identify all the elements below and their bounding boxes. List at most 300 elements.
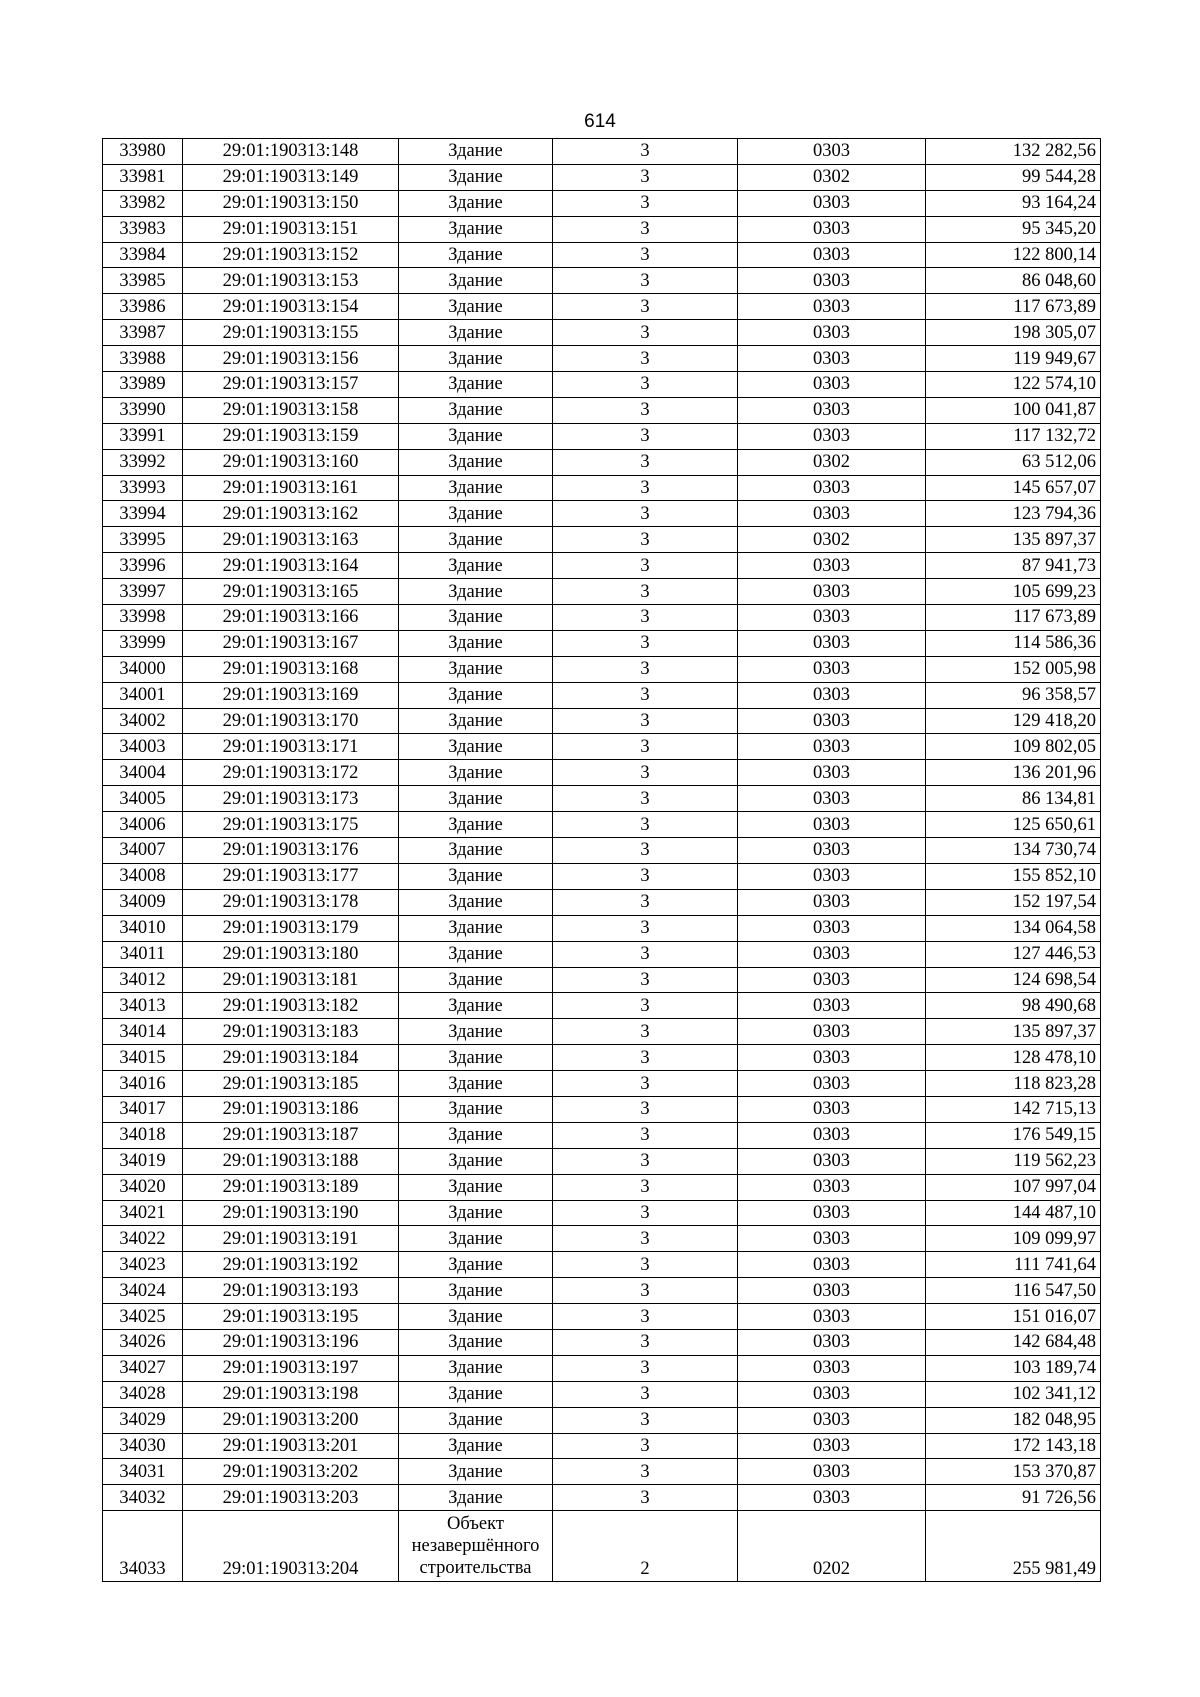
object-type-cell: Здание	[399, 1071, 553, 1097]
row-number-cell: 34013	[103, 993, 183, 1019]
row-number-cell: 34020	[103, 1174, 183, 1200]
object-type-line: незавершённого	[411, 1536, 540, 1557]
group-cell: 3	[553, 1459, 738, 1485]
registry-table-body	[103, 139, 1101, 1582]
group-cell: 3	[553, 501, 738, 527]
object-type-cell: Здание	[399, 786, 553, 812]
table-row	[103, 682, 1101, 708]
code-cell: 0303	[738, 1200, 926, 1226]
row-number-cell: 34021	[103, 1200, 183, 1226]
group-cell: 3	[553, 1407, 738, 1433]
value-cell: 153 370,87	[926, 1459, 1101, 1485]
cadastral-number-cell: 29:01:190313:179	[183, 915, 399, 941]
code-cell: 0303	[738, 1148, 926, 1174]
value-cell: 109 802,05	[926, 734, 1101, 760]
cadastral-number-cell: 29:01:190313:157	[183, 372, 399, 398]
cadastral-number-cell: 29:01:190313:193	[183, 1278, 399, 1304]
table-row	[103, 1174, 1101, 1200]
value-cell: 116 547,50	[926, 1278, 1101, 1304]
row-number-cell: 34014	[103, 1019, 183, 1045]
cadastral-number-cell: 29:01:190313:197	[183, 1355, 399, 1381]
cadastral-number-cell: 29:01:190313:150	[183, 190, 399, 216]
object-type-cell: Здание	[399, 708, 553, 734]
value-cell: 132 282,56	[926, 139, 1101, 165]
table-row	[103, 941, 1101, 967]
object-type-cell: Здание	[399, 164, 553, 190]
table-row	[103, 1148, 1101, 1174]
row-number-cell: 33986	[103, 294, 183, 320]
code-cell: 0303	[738, 372, 926, 398]
object-type-cell: Здание	[399, 967, 553, 993]
group-cell: 3	[553, 993, 738, 1019]
table-row	[103, 1459, 1101, 1485]
cadastral-number-cell: 29:01:190313:170	[183, 708, 399, 734]
group-cell: 3	[553, 423, 738, 449]
row-number-cell: 34005	[103, 786, 183, 812]
group-cell: 3	[553, 1485, 738, 1511]
group-cell: 3	[553, 967, 738, 993]
cadastral-number-cell: 29:01:190313:195	[183, 1304, 399, 1330]
cadastral-number-cell: 29:01:190313:176	[183, 838, 399, 864]
cadastral-number-cell: 29:01:190313:189	[183, 1174, 399, 1200]
code-cell: 0303	[738, 786, 926, 812]
object-type-cell: Здание	[399, 1278, 553, 1304]
object-type-line: Объект	[447, 1514, 504, 1535]
group-cell: 3	[553, 708, 738, 734]
object-type-cell: Здание	[399, 630, 553, 656]
table-row	[103, 164, 1101, 190]
code-cell: 0303	[738, 294, 926, 320]
group-cell: 3	[553, 889, 738, 915]
code-cell: 0303	[738, 1045, 926, 1071]
cadastral-number-cell: 29:01:190313:188	[183, 1148, 399, 1174]
object-type-cell: Здание	[399, 1355, 553, 1381]
cadastral-number-cell: 29:01:190313:191	[183, 1226, 399, 1252]
group-cell: 3	[553, 553, 738, 579]
table-row	[103, 1407, 1101, 1433]
value-cell: 63 512,06	[926, 449, 1101, 475]
value-cell: 198 305,07	[926, 320, 1101, 346]
group-cell: 3	[553, 1174, 738, 1200]
row-number-cell: 33991	[103, 423, 183, 449]
row-number-cell: 34002	[103, 708, 183, 734]
object-type-line: строительства	[419, 1558, 532, 1579]
cadastral-number-cell: 29:01:190313:158	[183, 397, 399, 423]
object-type-cell: Здание	[399, 346, 553, 372]
cadastral-number-cell: 29:01:190313:152	[183, 242, 399, 268]
group-cell: 3	[553, 527, 738, 553]
code-cell: 0303	[738, 475, 926, 501]
value-cell: 134 730,74	[926, 838, 1101, 864]
code-cell: 0303	[738, 346, 926, 372]
value-cell: 119 562,23	[926, 1148, 1101, 1174]
row-number-cell: 34024	[103, 1278, 183, 1304]
object-type-cell: Здание	[399, 1252, 553, 1278]
cadastral-number-cell: 29:01:190313:162	[183, 501, 399, 527]
row-number-cell: 33997	[103, 579, 183, 605]
code-cell: 0303	[738, 1407, 926, 1433]
group-cell: 3	[553, 1096, 738, 1122]
code-cell: 0303	[738, 993, 926, 1019]
row-number-cell: 34025	[103, 1304, 183, 1330]
table-row	[103, 812, 1101, 838]
cadastral-number-cell: 29:01:190313:200	[183, 1407, 399, 1433]
code-cell: 0303	[738, 760, 926, 786]
value-cell: 128 478,10	[926, 1045, 1101, 1071]
value-cell: 91 726,56	[926, 1485, 1101, 1511]
value-cell: 96 358,57	[926, 682, 1101, 708]
group-cell: 3	[553, 294, 738, 320]
row-number-cell: 34006	[103, 812, 183, 838]
table-row	[103, 1122, 1101, 1148]
value-cell: 155 852,10	[926, 863, 1101, 889]
cadastral-number-cell: 29:01:190313:192	[183, 1252, 399, 1278]
cadastral-number-cell: 29:01:190313:196	[183, 1329, 399, 1355]
code-cell: 0303	[738, 501, 926, 527]
group-cell: 3	[553, 216, 738, 242]
value-cell: 109 099,97	[926, 1226, 1101, 1252]
row-number-cell: 33982	[103, 190, 183, 216]
code-cell: 0303	[738, 605, 926, 631]
code-cell: 0303	[738, 1355, 926, 1381]
row-number-cell: 33992	[103, 449, 183, 475]
code-cell: 0303	[738, 708, 926, 734]
value-cell: 86 048,60	[926, 268, 1101, 294]
row-number-cell: 34016	[103, 1071, 183, 1097]
table-row	[103, 449, 1101, 475]
code-cell: 0303	[738, 216, 926, 242]
row-number-cell: 33993	[103, 475, 183, 501]
table-row	[103, 190, 1101, 216]
object-type-cell: Здание	[399, 216, 553, 242]
table-row	[103, 656, 1101, 682]
table-row	[103, 734, 1101, 760]
group-cell: 3	[553, 1252, 738, 1278]
table-row	[103, 1355, 1101, 1381]
group-cell: 3	[553, 863, 738, 889]
cadastral-number-cell: 29:01:190313:153	[183, 268, 399, 294]
code-cell: 0303	[738, 1096, 926, 1122]
code-cell: 0302	[738, 527, 926, 553]
object-type-cell: Здание	[399, 863, 553, 889]
row-number-cell: 34031	[103, 1459, 183, 1485]
value-cell: 107 997,04	[926, 1174, 1101, 1200]
value-cell: 95 345,20	[926, 216, 1101, 242]
object-type-cell: Здание	[399, 1485, 553, 1511]
value-cell: 145 657,07	[926, 475, 1101, 501]
value-cell: 118 823,28	[926, 1071, 1101, 1097]
object-type-cell: Здание	[399, 656, 553, 682]
row-number-cell: 34011	[103, 941, 183, 967]
row-number-cell: 33999	[103, 630, 183, 656]
group-cell: 3	[553, 630, 738, 656]
value-cell: 93 164,24	[926, 190, 1101, 216]
table-row	[103, 1200, 1101, 1226]
cadastral-number-cell: 29:01:190313:155	[183, 320, 399, 346]
cadastral-number-cell: 29:01:190313:203	[183, 1485, 399, 1511]
table-row	[103, 579, 1101, 605]
row-number-cell: 33988	[103, 346, 183, 372]
group-cell: 3	[553, 449, 738, 475]
object-type-cell: Здание	[399, 475, 553, 501]
code-cell: 0303	[738, 1304, 926, 1330]
group-cell: 3	[553, 1148, 738, 1174]
row-number-cell: 34004	[103, 760, 183, 786]
table-row	[103, 915, 1101, 941]
group-cell: 3	[553, 656, 738, 682]
value-cell: 144 487,10	[926, 1200, 1101, 1226]
table-row	[103, 1278, 1101, 1304]
value-cell: 142 715,13	[926, 1096, 1101, 1122]
row-number-cell: 34029	[103, 1407, 183, 1433]
cadastral-number-cell: 29:01:190313:159	[183, 423, 399, 449]
row-number-cell: 34022	[103, 1226, 183, 1252]
code-cell: 0303	[738, 1485, 926, 1511]
code-cell: 0303	[738, 1459, 926, 1485]
row-number-cell: 34019	[103, 1148, 183, 1174]
table-row	[103, 1226, 1101, 1252]
cadastral-number-cell: 29:01:190313:184	[183, 1045, 399, 1071]
row-number-cell: 33995	[103, 527, 183, 553]
object-type-cell: Здание	[399, 579, 553, 605]
cadastral-number-cell: 29:01:190313:183	[183, 1019, 399, 1045]
cadastral-number-cell: 29:01:190313:165	[183, 579, 399, 605]
object-type-cell: Здание	[399, 320, 553, 346]
code-cell: 0303	[738, 889, 926, 915]
row-number-cell: 33983	[103, 216, 183, 242]
code-cell: 0303	[738, 1122, 926, 1148]
value-cell: 117 673,89	[926, 294, 1101, 320]
group-cell: 3	[553, 1122, 738, 1148]
group-cell: 3	[553, 346, 738, 372]
table-row	[103, 630, 1101, 656]
value-cell: 152 197,54	[926, 889, 1101, 915]
object-type-cell: Здание	[399, 1226, 553, 1252]
object-type-cell: Здание	[399, 941, 553, 967]
group-cell: 3	[553, 786, 738, 812]
code-cell: 0303	[738, 630, 926, 656]
row-number-cell: 34033	[103, 1511, 183, 1582]
object-type-cell: Здание	[399, 734, 553, 760]
value-cell: 123 794,36	[926, 501, 1101, 527]
row-number-cell: 34007	[103, 838, 183, 864]
table-row	[103, 1019, 1101, 1045]
code-cell: 0303	[738, 812, 926, 838]
group-cell: 3	[553, 1226, 738, 1252]
value-cell: 119 949,67	[926, 346, 1101, 372]
object-type-cell: Здание	[399, 605, 553, 631]
group-cell: 2	[553, 1511, 738, 1582]
table-row	[103, 372, 1101, 398]
object-type-cell: Здание	[399, 1045, 553, 1071]
value-cell: 100 041,87	[926, 397, 1101, 423]
object-type-cell: Здание	[399, 139, 553, 165]
row-number-cell: 33985	[103, 268, 183, 294]
cadastral-number-cell: 29:01:190313:161	[183, 475, 399, 501]
row-number-cell: 33989	[103, 372, 183, 398]
table-row	[103, 294, 1101, 320]
group-cell: 3	[553, 941, 738, 967]
object-type-cell: Здание	[399, 1122, 553, 1148]
value-cell: 152 005,98	[926, 656, 1101, 682]
object-type-cell: Здание	[399, 1200, 553, 1226]
row-number-cell: 34030	[103, 1433, 183, 1459]
value-cell: 122 800,14	[926, 242, 1101, 268]
value-cell: 255 981,49	[926, 1511, 1101, 1582]
group-cell: 3	[553, 190, 738, 216]
row-number-cell: 34023	[103, 1252, 183, 1278]
table-row	[103, 1329, 1101, 1355]
object-type-cell: Здание	[399, 294, 553, 320]
cadastral-number-cell: 29:01:190313:171	[183, 734, 399, 760]
row-number-cell: 34017	[103, 1096, 183, 1122]
table-row	[103, 1433, 1101, 1459]
table-row	[103, 605, 1101, 631]
cadastral-number-cell: 29:01:190313:168	[183, 656, 399, 682]
value-cell: 99 544,28	[926, 164, 1101, 190]
group-cell: 3	[553, 1278, 738, 1304]
code-cell: 0303	[738, 397, 926, 423]
object-type-cell: Здание	[399, 449, 553, 475]
code-cell: 0303	[738, 579, 926, 605]
row-number-cell: 34001	[103, 682, 183, 708]
cadastral-number-cell: 29:01:190313:182	[183, 993, 399, 1019]
table-row	[103, 1485, 1101, 1511]
code-cell: 0303	[738, 1329, 926, 1355]
value-cell: 102 341,12	[926, 1381, 1101, 1407]
group-cell: 3	[553, 397, 738, 423]
table-row	[103, 423, 1101, 449]
value-cell: 136 201,96	[926, 760, 1101, 786]
code-cell: 0303	[738, 967, 926, 993]
group-cell: 3	[553, 915, 738, 941]
group-cell: 3	[553, 1304, 738, 1330]
table-row	[103, 320, 1101, 346]
cadastral-number-cell: 29:01:190313:172	[183, 760, 399, 786]
object-type-cell: Здание	[399, 838, 553, 864]
value-cell: 124 698,54	[926, 967, 1101, 993]
cadastral-number-cell: 29:01:190313:167	[183, 630, 399, 656]
cadastral-number-cell: 29:01:190313:202	[183, 1459, 399, 1485]
table-row	[103, 242, 1101, 268]
table-row	[103, 1045, 1101, 1071]
code-cell: 0302	[738, 449, 926, 475]
table-row	[103, 708, 1101, 734]
code-cell: 0303	[738, 915, 926, 941]
group-cell: 3	[553, 268, 738, 294]
cadastral-number-cell: 29:01:190313:175	[183, 812, 399, 838]
value-cell: 135 897,37	[926, 1019, 1101, 1045]
code-cell: 0303	[738, 1019, 926, 1045]
table-row	[103, 475, 1101, 501]
code-cell: 0303	[738, 1226, 926, 1252]
value-cell: 176 549,15	[926, 1122, 1101, 1148]
table-row	[103, 1511, 1101, 1582]
object-type-cell	[399, 1511, 553, 1582]
object-type-cell: Здание	[399, 682, 553, 708]
object-type-cell: Здание	[399, 242, 553, 268]
object-type-cell: Здание	[399, 1407, 553, 1433]
table-row	[103, 139, 1101, 165]
group-cell: 3	[553, 475, 738, 501]
value-cell: 122 574,10	[926, 372, 1101, 398]
row-number-cell: 34032	[103, 1485, 183, 1511]
table-row	[103, 1304, 1101, 1330]
code-cell: 0303	[738, 268, 926, 294]
object-type-cell: Здание	[399, 501, 553, 527]
code-cell: 0302	[738, 164, 926, 190]
object-type-cell: Здание	[399, 812, 553, 838]
code-cell: 0303	[738, 139, 926, 165]
code-cell: 0303	[738, 838, 926, 864]
value-cell: 134 064,58	[926, 915, 1101, 941]
object-type-cell: Здание	[399, 1096, 553, 1122]
cadastral-number-cell: 29:01:190313:148	[183, 139, 399, 165]
cadastral-number-cell: 29:01:190313:180	[183, 941, 399, 967]
group-cell: 3	[553, 1433, 738, 1459]
row-number-cell: 34009	[103, 889, 183, 915]
cadastral-number-cell: 29:01:190313:177	[183, 863, 399, 889]
row-number-cell: 34012	[103, 967, 183, 993]
code-cell: 0303	[738, 682, 926, 708]
group-cell: 3	[553, 1200, 738, 1226]
code-cell: 0303	[738, 242, 926, 268]
group-cell: 3	[553, 1329, 738, 1355]
value-cell: 86 134,81	[926, 786, 1101, 812]
row-number-cell: 34028	[103, 1381, 183, 1407]
object-type-cell: Здание	[399, 1304, 553, 1330]
group-cell: 3	[553, 372, 738, 398]
value-cell: 127 446,53	[926, 941, 1101, 967]
table-row	[103, 216, 1101, 242]
group-cell: 3	[553, 682, 738, 708]
code-cell: 0303	[738, 1071, 926, 1097]
table-row	[103, 838, 1101, 864]
cadastral-number-cell: 29:01:190313:156	[183, 346, 399, 372]
table-row	[103, 1096, 1101, 1122]
object-type-cell: Здание	[399, 1459, 553, 1485]
object-type-cell: Здание	[399, 268, 553, 294]
value-cell: 125 650,61	[926, 812, 1101, 838]
table-row	[103, 501, 1101, 527]
cadastral-number-cell: 29:01:190313:185	[183, 1071, 399, 1097]
code-cell: 0303	[738, 734, 926, 760]
object-type-cell: Здание	[399, 1019, 553, 1045]
row-number-cell: 33980	[103, 139, 183, 165]
group-cell: 3	[553, 1019, 738, 1045]
group-cell: 3	[553, 605, 738, 631]
row-number-cell: 33981	[103, 164, 183, 190]
object-type-cell: Здание	[399, 760, 553, 786]
table-row	[103, 346, 1101, 372]
code-cell: 0303	[738, 1278, 926, 1304]
row-number-cell: 33998	[103, 605, 183, 631]
object-type-cell: Здание	[399, 190, 553, 216]
cadastral-number-cell: 29:01:190313:149	[183, 164, 399, 190]
object-type-cell: Здание	[399, 1174, 553, 1200]
group-cell: 3	[553, 1045, 738, 1071]
value-cell: 129 418,20	[926, 708, 1101, 734]
group-cell: 3	[553, 812, 738, 838]
value-cell: 151 016,07	[926, 1304, 1101, 1330]
registry-table	[102, 138, 1101, 1582]
object-type-cell: Здание	[399, 889, 553, 915]
row-number-cell: 33987	[103, 320, 183, 346]
object-type-cell: Здание	[399, 423, 553, 449]
cadastral-number-cell: 29:01:190313:201	[183, 1433, 399, 1459]
table-row	[103, 786, 1101, 812]
cadastral-number-cell: 29:01:190313:178	[183, 889, 399, 915]
